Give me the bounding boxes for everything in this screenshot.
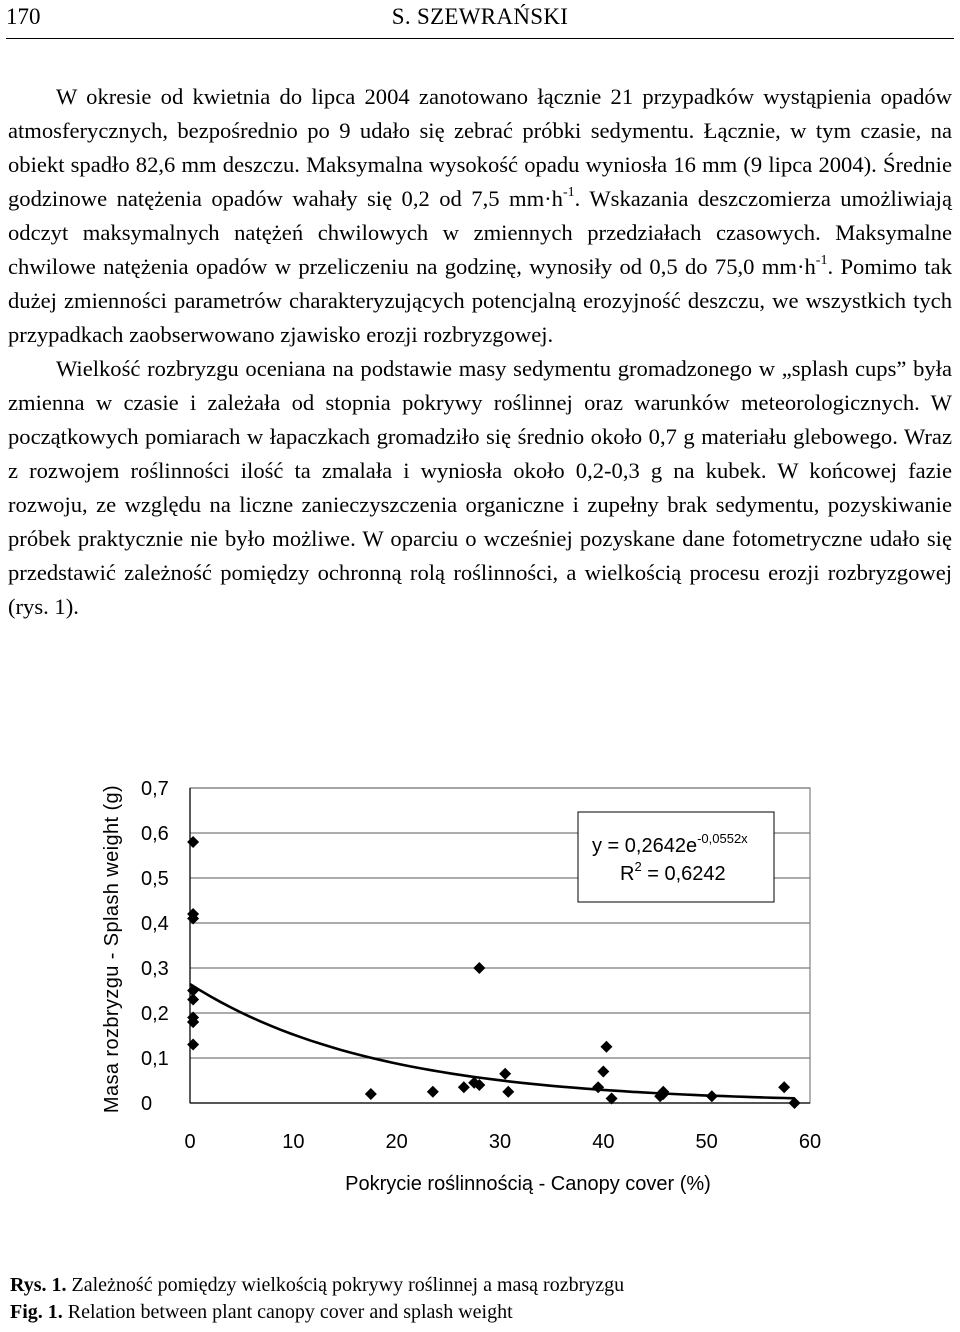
- data-point: [473, 962, 485, 974]
- r2-value: = 0,6242: [641, 863, 726, 885]
- r2-exponent: 2: [634, 859, 642, 874]
- y-tick-label: 0,3: [141, 958, 169, 980]
- figure-captions: [10, 1272, 950, 1326]
- x-axis-label: Pokrycie roślinnością - Canopy cover (%): [345, 1173, 711, 1195]
- page-header: [0, 0, 960, 40]
- y-tick-label: 0,4: [141, 913, 169, 935]
- data-point: [187, 1039, 199, 1051]
- x-tick-label: 50: [695, 1131, 718, 1153]
- data-point: [187, 836, 199, 848]
- p1-text-b: . Wskazania deszczomierza umożliwiają odczyt maksymalnych natężeń chwilowych w zmiennych przedziałach czasowych. Maksymalne chwilowe natężenia opadów w przeliczeniu na godzinę, wynosiły od 0,5 do 75,0 mm·h: [8, 186, 952, 279]
- p1-sup-2: -1: [815, 253, 828, 269]
- data-point: [187, 994, 199, 1006]
- x-tick-label: 30: [488, 1131, 512, 1153]
- y-tick-labels: [141, 778, 169, 1115]
- scatter-chart: [0, 760, 960, 1270]
- caption-en-text: Relation between plant canopy cover and splash weight: [62, 1301, 513, 1323]
- y-tick-label: 0,1: [141, 1048, 169, 1070]
- data-point: [778, 1081, 790, 1093]
- body-text: [8, 80, 952, 624]
- y-tick-label: 0,5: [141, 868, 169, 890]
- r2-label: R: [620, 863, 635, 885]
- y-tick-label: 0,6: [141, 823, 169, 845]
- data-point: [597, 1066, 609, 1078]
- x-tick-label: 60: [798, 1131, 822, 1153]
- y-axis-label: Masa rozbryzgu - Splash weight (g): [101, 784, 123, 1114]
- figure-1: [0, 760, 960, 1270]
- data-point: [592, 1081, 604, 1093]
- data-point: [458, 1081, 470, 1093]
- page-number: 170: [6, 4, 41, 29]
- p1-text-a: W okresie od kwietnia do lipca 2004 zanotowano łącznie 21 przypadków wystąpienia opadów atmosferycznych, bezpośrednio po 9 udało się zebrać próbki sedymentu. Łącznie, w tym czasie, na obiekt spadło 82,6 mm deszczu. Maksymalna wysokość opadu wyniosła 16 mm (9 lipca 2004). Średnie godzinowe natężenia opadów wahały się 0,2 od 7,5 mm·h: [8, 84, 952, 211]
- x-tick-labels: [184, 1131, 821, 1153]
- paragraph-2: Wielkość rozbryzgu oceniana na podstawie masy sedymentu gromadzonego w „splash cups” była zmienna w czasie i zależała od stopnia pokrywy roślinnej oraz warunków meteorologicznych. W początkowych pomiarach w łapaczkach gromadziło się średnio około 0,7 g materiału glebowego. Wraz z rozwojem roślinności ilość ta zmalała i wyniosła około 0,2-0,3 g na kubek. W końcowej fazie rozwoju, ze względu na liczne zanieczyszczenia organiczne i zupełny brak sedymentu, pozyskiwanie próbek praktycznie nie było możliwe. W oparciu o wcześniej pozyskane dane fotometryczne udało się przedstawić zależność pomiędzy ochronną rolą roślinności, a wielkością procesu erozji rozbryzgowej (rys. 1).: [8, 356, 952, 619]
- data-point: [427, 1086, 439, 1098]
- caption-pl-label: Rys. 1.: [10, 1274, 67, 1296]
- p1-text-c: . Pomimo tak dużej zmienności parametrów charakteryzujących potencjalną erozyjność deszczu, we wszystkich tych przypadkach zaobserwowano zjawisko erozji rozbryzgowej.: [8, 254, 952, 347]
- equation-exponent: -0,0552x: [697, 831, 748, 846]
- data-point: [499, 1068, 511, 1080]
- data-point: [600, 1041, 612, 1053]
- y-tick-label: 0: [141, 1093, 153, 1115]
- x-tick-label: 20: [385, 1131, 408, 1153]
- caption-en-label: Fig. 1.: [10, 1301, 63, 1323]
- caption-pl: [10, 1272, 950, 1299]
- data-point: [365, 1088, 377, 1100]
- x-tick-label: 40: [592, 1131, 615, 1153]
- caption-pl-text: Zależność pomiędzy wielkością pokrywy roślinnej a masą rozbryzgu: [66, 1274, 625, 1296]
- x-tick-label: 0: [184, 1131, 196, 1153]
- running-head: S. SZEWRAŃSKI: [391, 4, 569, 29]
- y-tick-label: 0,7: [141, 778, 169, 800]
- caption-en: [10, 1299, 950, 1326]
- data-point: [502, 1086, 514, 1098]
- paragraph-1: [8, 80, 952, 352]
- y-tick-label: 0,2: [141, 1003, 169, 1025]
- header-rule: [6, 38, 954, 39]
- p1-sup-1: -1: [562, 185, 575, 201]
- equation-box: [578, 812, 774, 902]
- x-tick-label: 10: [282, 1131, 305, 1153]
- data-point: [706, 1090, 718, 1102]
- trendline: [190, 984, 795, 1098]
- equation-main: y = 0,2642e: [592, 835, 698, 857]
